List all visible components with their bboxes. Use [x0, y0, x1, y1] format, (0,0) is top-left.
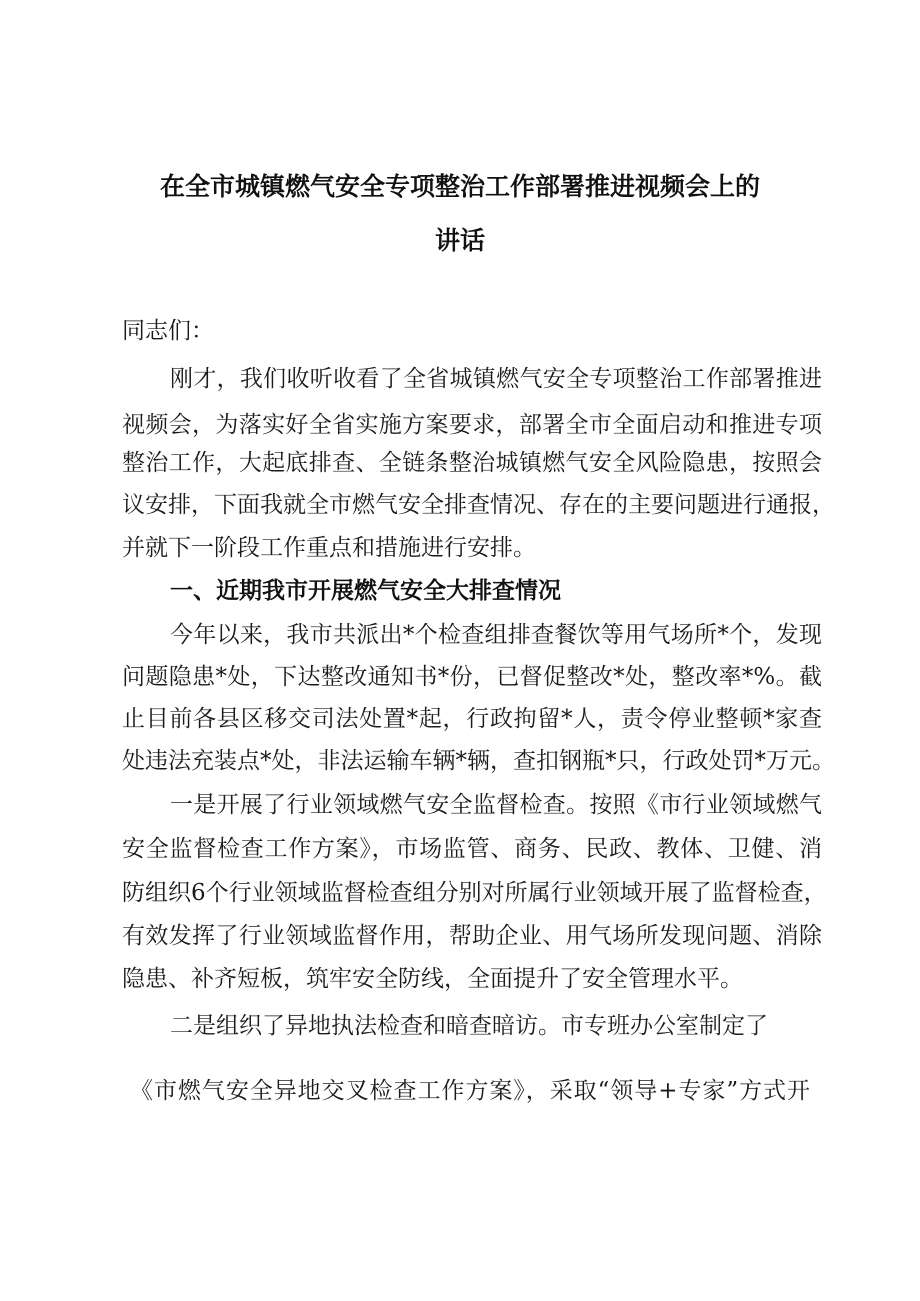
paragraph-2-line-4: 处违法充装点*处，非法运输车辆*辆，查扣钢瓶*只，行政处罚*万元。 — [122, 748, 835, 774]
paragraph-3-line-1: 一是开展了行业领域燃气安全监督检查。按照《市行业领域燃气 — [170, 792, 822, 818]
paragraph-2-line-2: 问题隐患*处，下达整改通知书*份，已督促整改*处，整改率*%。截 — [122, 664, 822, 690]
paragraph-3-line-5: 隐患、补齐短板，筑牢安全防线，全面提升了安全管理水平。 — [122, 966, 743, 992]
paragraph-3-line-2: 安全监督检查工作方案》，市场监管、商务、民政、教体、卫健、消 — [122, 836, 822, 862]
document-title-line-1: 在全市城镇燃气安全专项整治工作部署推进视频会上的 — [159, 172, 760, 201]
paragraph-4-line-1: 二是组织了异地执法检查和暗查暗访。市专班办公室制定了 — [170, 1013, 768, 1039]
paragraph-1-line-1: 刚才，我们收听收看了全省城镇燃气安全专项整治工作部署推进 — [170, 366, 822, 392]
paragraph-3-line-4: 有效发挥了行业领域监督作用，帮助企业、用气场所发现问题、消除 — [122, 923, 822, 949]
salutation: 同志们： — [122, 318, 214, 344]
paragraph-2-line-3: 止目前各县区移交司法处置*起，行政拘留*人，责令停业整顿*家查 — [122, 706, 822, 732]
paragraph-1-line-4: 议安排，下面我就全市燃气安全排查情况、存在的主要问题进行通报， — [122, 492, 835, 518]
document-title-line-2: 讲话 — [434, 226, 485, 255]
paragraph-4-line-2: 《市燃气安全异地交叉检查工作方案》，采取“领导+专家”方式开 — [130, 1078, 810, 1104]
section-1-heading: 一、近期我市开展燃气安全大排查情况 — [170, 578, 561, 604]
paragraph-2-line-1: 今年以来，我市共派出*个检查组排查餐饮等用气场所*个，发现 — [170, 622, 822, 648]
paragraph-3-line-3: 防组织6个行业领域监督检查组分别对所属行业领域开展了监督检查， — [122, 880, 827, 906]
paragraph-1-line-3: 整治工作，大起底排查、全链条整治城镇燃气安全风险隐患，按照会 — [122, 450, 822, 476]
paragraph-1-line-5: 并就下一阶段工作重点和措施进行安排。 — [122, 535, 536, 561]
paragraph-1-line-2: 视频会，为落实好全省实施方案要求，部署全市全面启动和推进专项 — [122, 412, 822, 438]
